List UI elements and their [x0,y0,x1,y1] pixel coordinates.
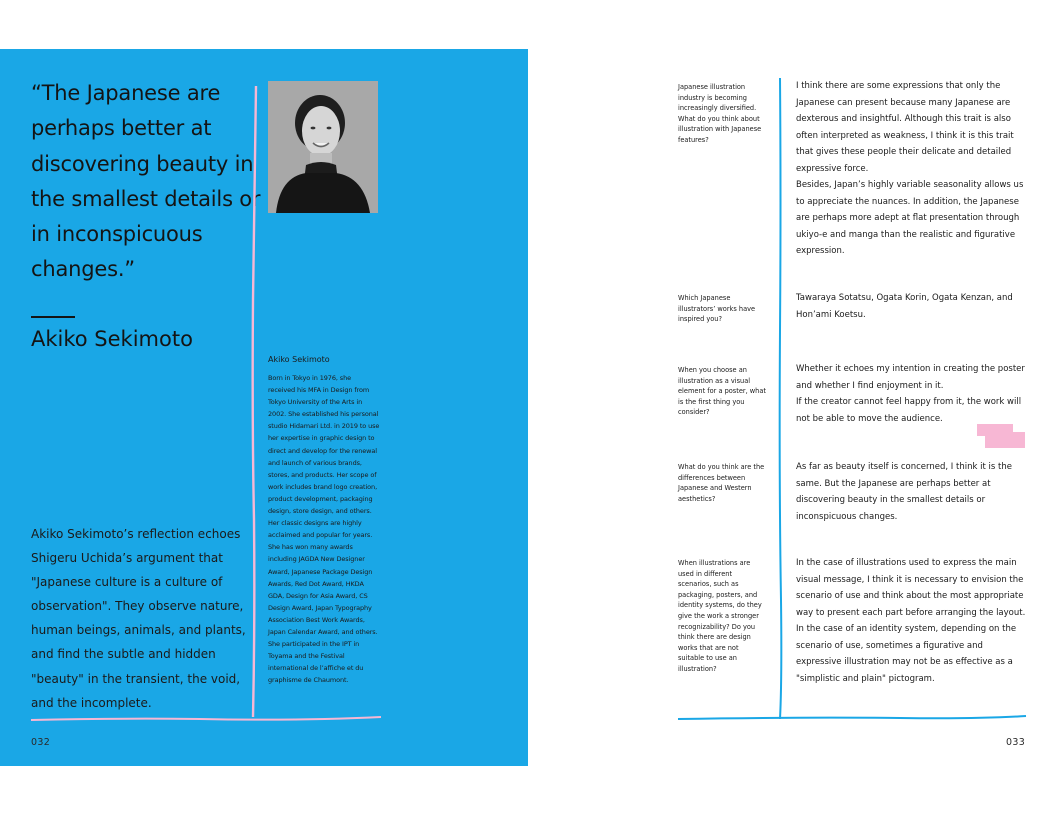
quote-divider [31,316,75,318]
answer-1-paragraph-2: Besides, Japan’s highly variable seasonality allows us to appreciate the nuances. In addition, the Japanese are perhaps more adept at flat presentation through ukiyo-e and manga than the realistic and figurative expression. [796,180,1024,256]
bio-name: Akiko Sekimoto [268,355,330,364]
answer-3-paragraph-1: Whether it echoes my intention in creating the poster and whether I find enjoyment in it. [796,364,1025,391]
answer-5 [796,555,1028,687]
person-photo-icon [268,81,378,213]
question-5: When illustrations are used in different scenarios, such as packaging, posters, and identity systems, do they give the work a stronger recognizability? Do you think there are design works that are not suitable to use an illustration? [678,559,762,673]
portrait-photo [268,81,378,213]
question-3: When you choose an illustration as a visual element for a poster, what is the first thing you consider? [678,366,766,417]
quote-author: Akiko Sekimoto [31,327,193,351]
answer-5-paragraph-1: In the case of illustrations used to express the main visual message, I think it is necessary to envision the scenario of use and think about the most appropriate way to present each part before arranging the layout. [796,558,1026,618]
answer-5-paragraph-2: In the case of an identity system, depending on the scenario of use, sometimes a figurative and expressive illustration may not be as effective as a "simplistic and plain" pictogram. [796,624,1017,684]
reflection-paragraph: Akiko Sekimoto’s reflection echoes Shigeru Uchida’s argument that "Japanese culture is a culture of observation". They observe nature, human beings, animals, and plants, and find the subtle and hidden "beauty" in the transient, the void, and the incomplete. [31,527,246,710]
pink-accent-mark [977,424,1025,448]
question-2: Which Japanese illustrators’ works have inspired you? [678,294,756,324]
pull-quote: “The Japanese are perhaps better at discovering beauty in the smallest details or in inconspicuous changes.” [31,81,261,282]
answer-3-paragraph-2: If the creator cannot feel happy from it, the work will not be able to move the audience. [796,397,1022,424]
question-1: Japanese illustration industry is becoming increasingly diversified. What do you think about illustration with Japanese features? [678,83,762,144]
answer-1-paragraph-1: I think there are some expressions that only the Japanese can present because many Japanese are dexterous and insightful. Although this trait is also often interpreted as weakness, I think it is this trait that gives these people their delicate and detailed expressive force. [796,81,1014,174]
page-number-left: 032 [31,737,51,748]
answer-1 [796,78,1028,260]
answer-4-paragraph-1: As far as beauty itself is concerned, I think it is the same. But the Japanese are perhaps better at discovering beauty in the smallest details or inconspicuous changes. [796,462,1012,522]
answer-2 [796,290,1028,323]
page-number-right: 033 [1006,737,1026,748]
answer-4 [796,459,1028,525]
answer-3 [796,361,1028,427]
answer-2-paragraph-1: Tawaraya Sotatsu, Ogata Korin, Ogata Kenzan, and Hon’ami Koetsu. [796,293,1013,320]
question-4: What do you think are the differences between Japanese and Western aesthetics? [678,463,765,503]
bio-paragraph: Born in Tokyo in 1976, she received his MFA in Design from Tokyo University of the Arts in 2002. She established his personal studio Hidamari Ltd. in 2019 to use her expertise in graphic design to direct and develop for the renewal and launch of various brands, stores, and products. Her scope of work includes brand logo creation, product development, packaging design, store design, and others. Her classic designs are highly acclaimed and popular for years. She has won many awards including JAGDA New Designer Award, Japanese Package Design Awards, Red Dot Award, HKDA GDA, Design for Asia Award, CS Design Award, Japan Typography Association Best Work Awards, Japan Calendar Award, and others. She participated in the IPT in Toyama and the Festival international de l’affiche et du graphisme de Chaumont. [268,374,380,685]
